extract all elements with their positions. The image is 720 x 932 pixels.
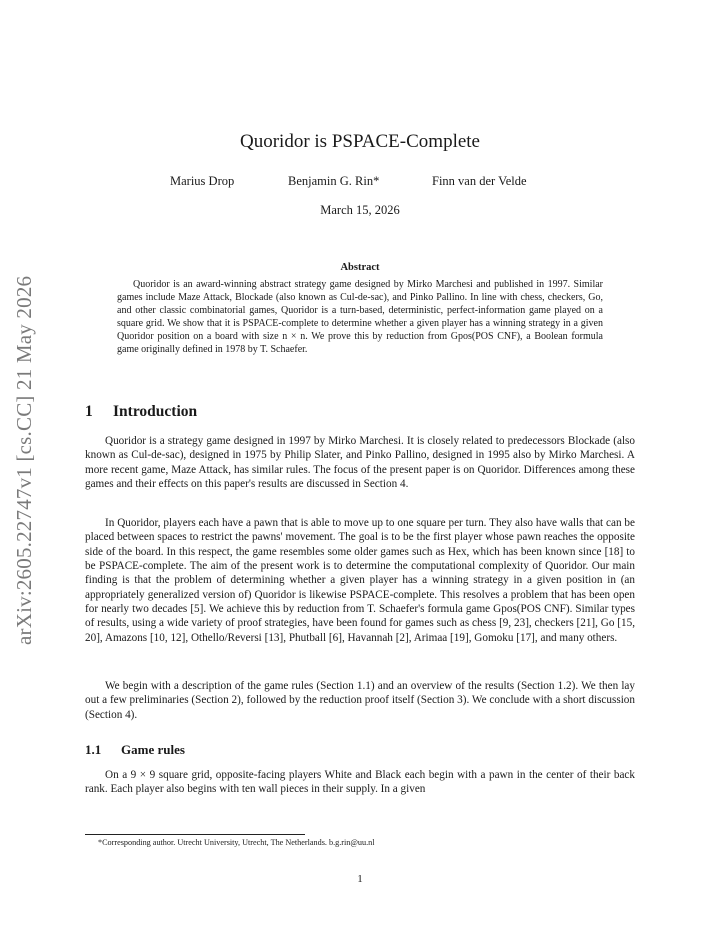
subsection-number: 1.1 [85,742,102,757]
page-number: 1 [357,873,363,885]
footnote: *Corresponding author. Utrecht University, Utrecht, The Netherlands. b.g.rin@uu.nl [98,838,375,847]
subsection-title: Game rules [121,742,185,757]
section-heading [85,403,197,421]
author-2: Benjamin G. Rin* [288,174,380,188]
subsection-heading [85,742,185,758]
footnote-rule [85,834,305,835]
intro-paragraph-3: We begin with a description of the game rules (Section 1.1) and an overview of the results (Section 1.2). We then lay out a few preliminaries (Section 2), followed by the reduction proof itself (Section 3). We conclude with a short discussion (Section 4). [85,680,635,721]
author-1: Marius Drop [170,174,235,188]
paper-date: March 15, 2026 [320,203,400,217]
paper-title: Quoridor is PSPACE-Complete [240,131,480,152]
intro-paragraph-2: In Quoridor, players each have a pawn that is able to move up to one square per turn. They also have walls that can be placed between spaces to restrict the pawns' movement. The goal is to be the first player whose pawn reaches the opposite side of the board. In this respect, the game resembles some older games such as Hex, which has been known since [18] to be PSPACE-complete. The aim of the present work is to determine the computational complexity of Quoridor. Our main finding is that the problem of determining whether a given player has a winning strategy in a given position in (an appropriately generalized version of) Quoridor is likewise PSPACE-complete. This resolves a problem that has been open for nearly two decades [5]. We achieve this by reduction from T. Schaefer's formula game Gpos(POS CNF). Similar types of results, using a wide variety of proof strategies, have been found for games such as chess [9, 23], checkers [21], Go [15, 20], Amazons [10, 12], Othello/Reversi [13], Phutball [6], Havannah [2], Arimaa [19], Gomoku [17], and many others. [85,517,635,644]
section-number: 1 [85,403,93,420]
author-3: Finn van der Velde [432,174,527,188]
abstract-text: Quoridor is an award-winning abstract strategy game designed by Mirko Marchesi and published in 1997. Similar games include Maze Attack, Blockade (also known as Cul-de-sac), and Pinko Pallino. In line with chess, checkers, Go, and other classic combinatorial games, Quoridor is a turn-based, deterministic, perfect-information game played on a square grid. We show that it is PSPACE-complete to determine whether a given player has a winning strategy in a given Quoridor position on a board with size n × n. We prove this by reduction from Gpos(POS CNF), a Boolean formula game originally defined in 1978 by T. Schaefer. [117,279,603,355]
section-title: Introduction [113,403,198,420]
abstract-heading: Abstract [340,262,380,273]
game-rules-paragraph: On a 9 × 9 square grid, opposite-facing players White and Black each begin with a pawn in the center of their back rank. Each player also begins with ten wall pieces in their supply. In a given [85,769,635,796]
intro-paragraph-1: Quoridor is a strategy game designed in 1997 by Mirko Marchesi. It is closely related to predecessors Blockade (also known as Cul-de-sac), designed in 1975 by Philip Slater, and Pinko Pallino, designed in 1995 also by Mirko Marchesi. A more recent game, Maze Attack, has similar rules. The focus of the present paper is on Quoridor. Differences among these games and their effects on this paper's results are discussed in Section 4. [85,435,635,491]
arxiv-identifier: arXiv:2605.22747v1 [cs.CC] 21 May 2026 [12,275,36,645]
